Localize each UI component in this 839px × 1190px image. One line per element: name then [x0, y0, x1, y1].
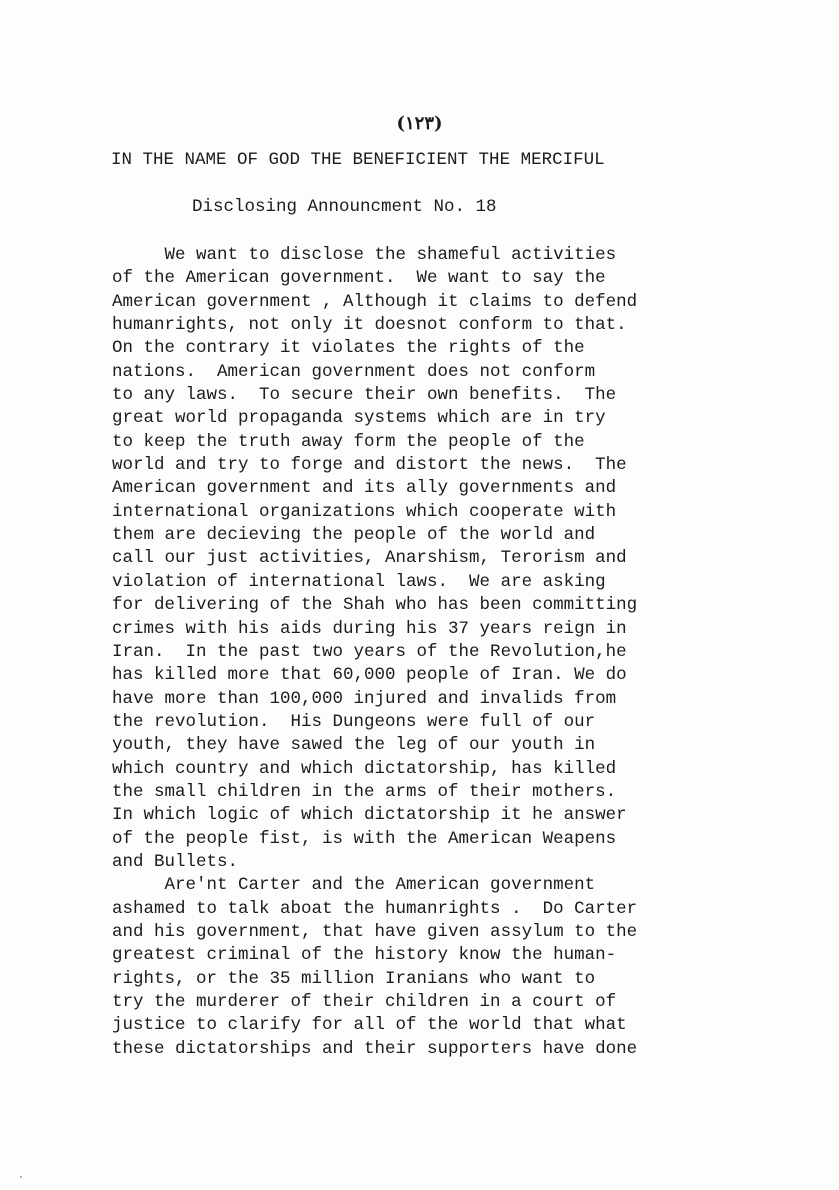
text-line: to keep the truth away form the people of the — [112, 431, 585, 452]
text-line: and his government, that have given assylum to the — [112, 921, 638, 942]
text-line: world and try to forge and distort the news. The — [112, 455, 627, 476]
text-line: them are decieving the people of the world and — [112, 525, 596, 546]
text-line: On the contrary it violates the rights of the — [112, 338, 585, 359]
text-line: violation of international laws. We are asking — [112, 571, 606, 592]
text-line: rights, or the 35 million Iranians who want to — [112, 968, 596, 989]
document-heading: IN THE NAME OF GOD THE BENEFICIENT THE MERCIFUL — [111, 150, 605, 170]
text-line: American government , Although it claims to defend — [112, 291, 638, 312]
text-line: these dictatorships and their supporters have done — [112, 1038, 638, 1059]
text-line: has killed more that 60,000 people of Iran. We do — [112, 665, 627, 686]
text-line: Iran. In the past two years of the Revolution,he — [112, 641, 627, 662]
text-line: nations. American government does not conform — [112, 361, 596, 382]
announcement-title: Disclosing Announcment No. 18 — [192, 197, 497, 217]
text-line: In which logic of which dictatorship it he answer — [112, 805, 627, 826]
text-line: try the murderer of their children in a court of — [112, 992, 617, 1012]
text-line: crimes with his aids during his 37 years reign in — [112, 618, 627, 639]
page-number: (۱۲۳) — [396, 113, 443, 134]
text-line: ashamed to talk aboat the humanrights . Do Carter — [112, 898, 638, 919]
text-line: for delivering of the Shah who has been committing — [112, 595, 638, 616]
text-line: to any laws. To secure their own benefits. The — [112, 385, 617, 406]
text-line: of the American government. We want to say the — [112, 268, 606, 289]
body-text — [112, 244, 637, 1061]
scan-speck — [20, 1176, 22, 1178]
text-line: call our just activities, Anarshism, Terorism and — [112, 548, 627, 569]
text-line: Are'nt Carter and the American government — [112, 875, 596, 896]
text-line: youth, they have sawed the leg of our youth in — [112, 735, 596, 756]
text-line: international organizations which cooperate with — [112, 501, 617, 522]
text-line: We want to disclose the shameful activities — [112, 245, 617, 265]
text-line: and Bullets. — [112, 851, 239, 872]
text-line: great world propaganda systems which are in try — [112, 408, 606, 429]
text-line: of the people fist, is with the American Weapens — [112, 828, 617, 849]
text-line: American government and its ally governments and — [112, 478, 617, 499]
text-line: justice to clarify for all of the world that what — [112, 1015, 627, 1036]
text-line: the small children in the arms of their mothers. — [112, 781, 617, 802]
text-line: have more than 100,000 injured and invalids from — [112, 688, 617, 709]
text-line: the revolution. His Dungeons were full of our — [112, 711, 596, 732]
text-line: humanrights, not only it doesnot conform to that. — [112, 315, 627, 336]
text-line: which country and which dictatorship, has killed — [112, 758, 617, 779]
text-line: greatest criminal of the history know the human- — [112, 945, 617, 966]
